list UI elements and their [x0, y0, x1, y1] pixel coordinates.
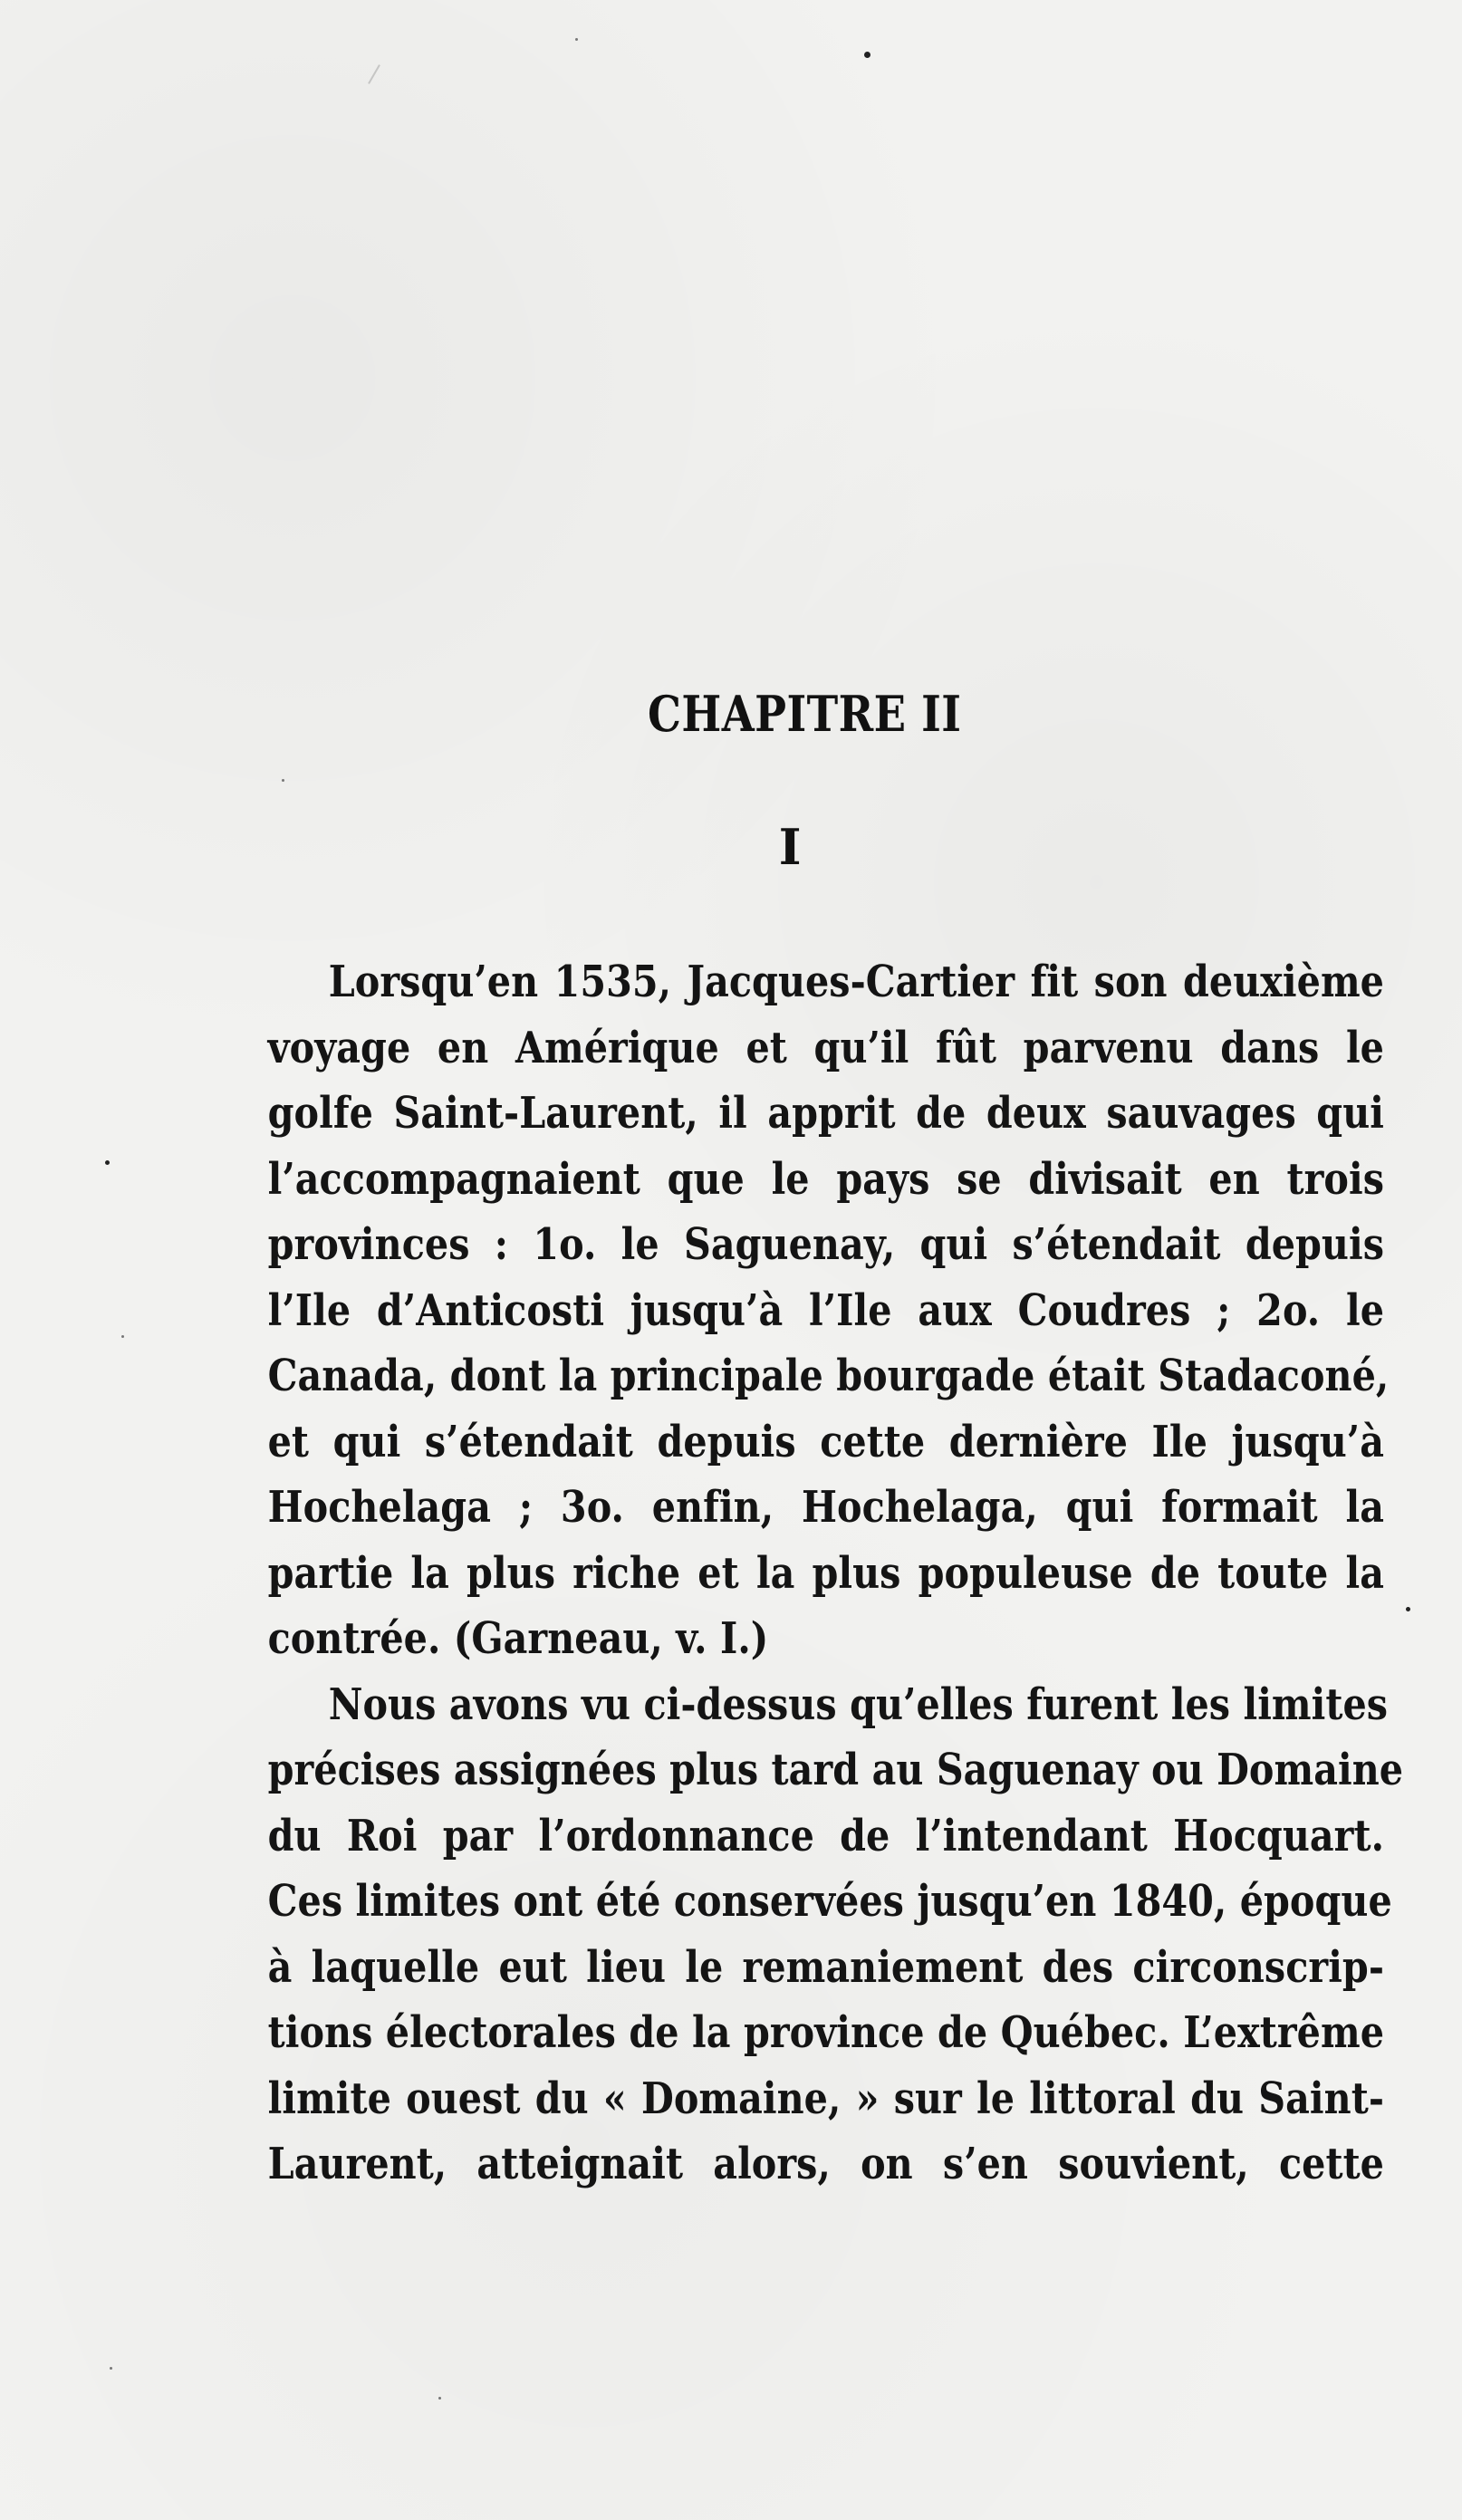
text-line: Lorsqu’en 1535, Jacques-Cartier fit son deuxième — [328, 957, 1385, 1007]
text-line: provinces : 1o. le Saguenay, qui s’étendait depuis — [267, 1219, 1384, 1270]
text-line: limite ouest du « Domaine, » sur le littoral du Saint- — [267, 2073, 1384, 2124]
ink-speck — [575, 38, 578, 41]
ink-speck — [110, 2367, 112, 2370]
body-text — [216, 949, 1404, 2198]
text-line: l’accompagnaient que le pays se divisait en trois — [267, 1153, 1384, 1205]
ink-speck — [1406, 1607, 1410, 1611]
text-line: Canada, dont la principale bourgade était Stadaconé, — [267, 1351, 1390, 1401]
text-line: du Roi par l’ordonnance de l’intendant Hocquart. — [267, 1810, 1384, 1861]
text-line: partie la plus riche et la plus populeuse de toute la — [267, 1547, 1384, 1599]
ink-speck — [121, 1335, 124, 1338]
ink-speck — [105, 1160, 110, 1165]
text-line: golfe Saint-Laurent, il apprit de deux sauvages qui — [267, 1088, 1384, 1139]
scan-mark — [368, 64, 380, 84]
ink-speck — [282, 779, 284, 782]
ink-speck — [864, 52, 870, 58]
text-line: à laquelle eut lieu le remaniement des circonscrip- — [267, 1941, 1384, 1993]
text-line: tions électorales de la province de Québec. L’extrême — [267, 2007, 1384, 2058]
text-line: contrée. (Garneau, v. I.) — [267, 1613, 769, 1664]
paragraph-1 — [216, 949, 1390, 1672]
text-line: précises assignées plus tard au Saguenay ou Domaine — [267, 1745, 1404, 1795]
text-line: et qui s’étendait depuis cette dernière Ile jusqu’à — [267, 1416, 1384, 1467]
text-line: voyage en Amérique et qu’il fût parvenu dans le — [267, 1022, 1384, 1073]
text-line: Laurent, atteignait alors, on s’en souvient, cette — [267, 2139, 1384, 2189]
chapter-heading: CHAPITRE II — [648, 685, 962, 743]
text-line: Nous avons vu ci-dessus qu’elles furent les limites — [328, 1678, 1389, 1730]
section-heading: I — [778, 818, 802, 876]
text-line: Ces limites ont été conservées jusqu’en 1840, époque — [267, 1876, 1392, 1927]
ink-speck — [438, 2397, 441, 2400]
text-line: Hochelaga ; 3o. enfin, Hochelaga, qui formait la — [267, 1482, 1384, 1533]
text-line: l’Ile d’Anticosti jusqu’à l’Ile aux Coudres ; 2o. le — [267, 1284, 1384, 1336]
show-through-text — [199, 313, 1377, 514]
paragraph-2 — [216, 1672, 1404, 2198]
